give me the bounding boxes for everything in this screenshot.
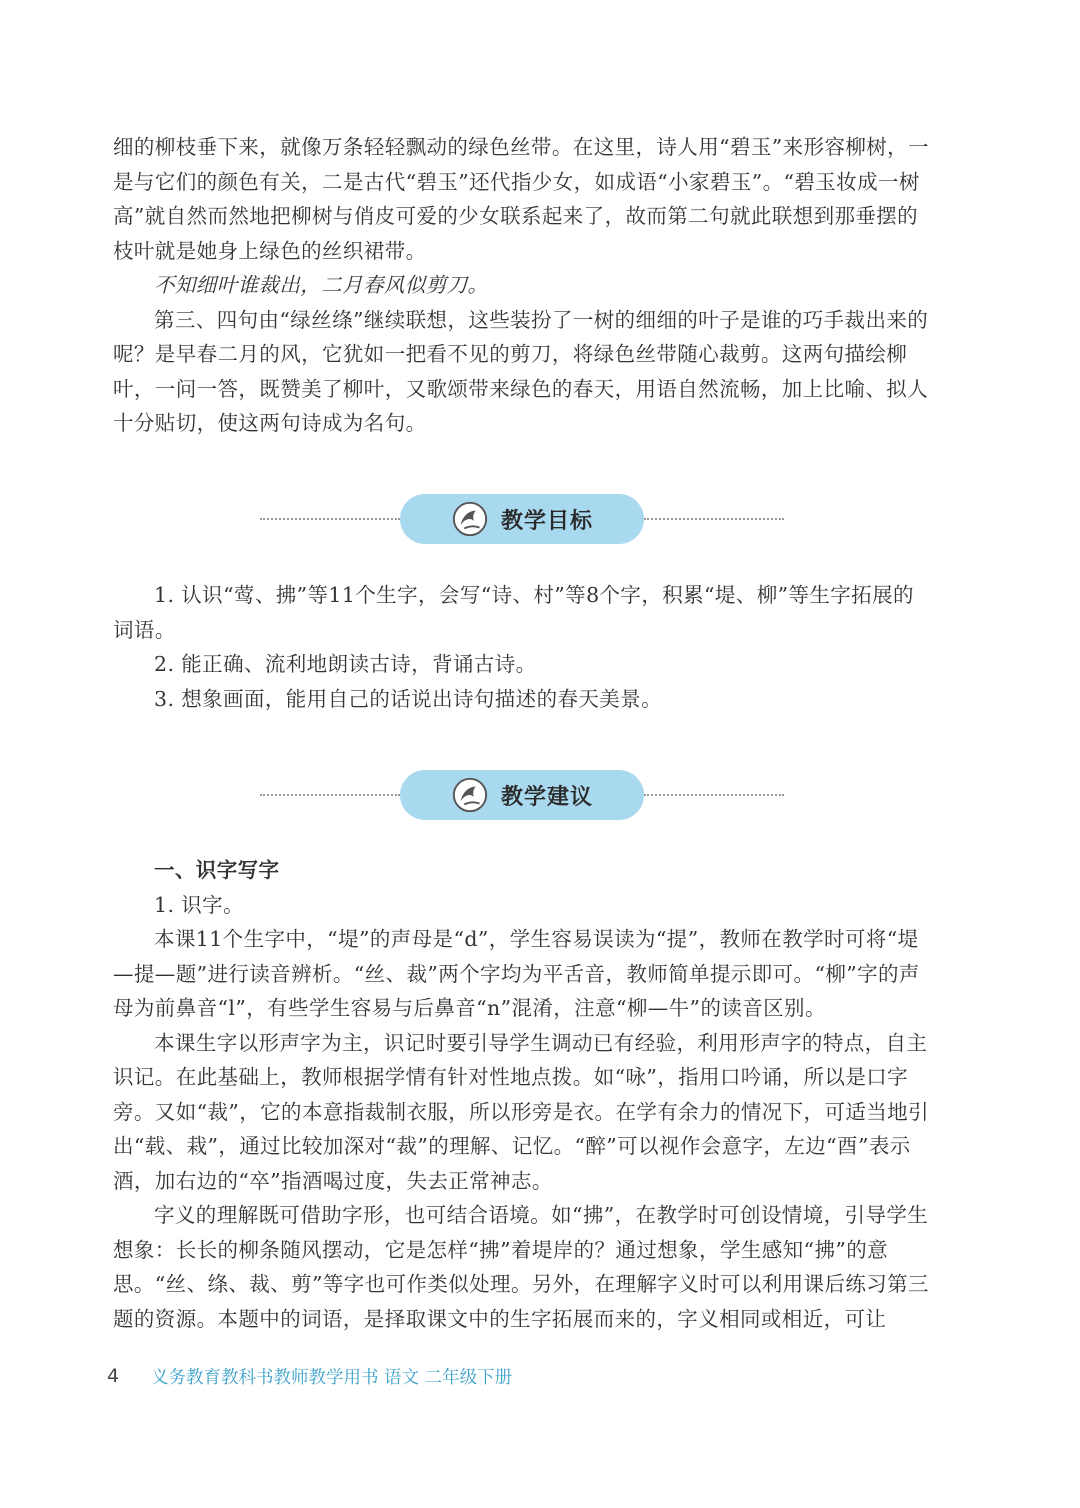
dotted-divider-left — [260, 518, 400, 520]
intro-paragraph-2: 第三、四句由“绿丝绦”继续联想，这些装扮了一树的细细的叶子是谁的巧手裁出来的呢？是早春二月的风，它犹如一把看不见的剪刀，将绿色丝带随心裁剪。这两句描绘柳叶，一问一答，既赞美了柳叶，又歌颂带来绿色的春天，用语自然流畅，加上比喻、拟人十分贴切，使这两句诗成为名句。 — [113, 307, 929, 435]
suggestion-paragraph: 字义的理解既可借助字形，也可结合语境。如“拂”，在教学时可创设情境，引导学生想象：长长的柳条随风摆动，它是怎样“拂”着堤岸的？通过想象，学生感知“拂”的意思。“丝、绦、裁、剪”等字也可作类似处理。另外，在理解字义时可以利用课后练习第三题的资源。本题中的词语，是择取课文中的生字拓展而来的，字义相同或相近，可让 — [113, 1203, 929, 1331]
section-title: 教学目标 — [500, 508, 593, 534]
section-title: 教学建议 — [500, 784, 593, 810]
intro-section — [113, 130, 933, 441]
suggestion-paragraph: 本课生字以形声字为主，识记时要引导学生调动已有经验，利用形声字的特点，自主识记。在此基础上，教师根据学情有针对性地点拨。如“咏”，指用口吟诵，所以是口字旁。又如“裁”，它的本意指裁制衣服，所以形旁是衣。在学有余力的情况下，可适当地引出“载、栽”，通过比较加深对“裁”的理解、记忆。“醉”可以视作会意字，左边“酉”表示酒，加右边的“卒”指酒喝过度，失去正常神志。 — [113, 1030, 929, 1193]
suggestions-section — [113, 853, 933, 1336]
poem-line: 不知细叶谁裁出，二月春风似剪刀。 — [154, 273, 489, 297]
section-title-pill — [400, 770, 644, 820]
subsection-subheading: 1. 识字。 — [154, 892, 244, 917]
suggestion-paragraph: 本课11个生字中，“堤”的声母是“d”，学生容易误读为“提”，教师在教学时可将“堤—提—题”进行读音辨析。“丝、裁”两个字均为平舌音，教师简单提示即可。“柳”字的声母为前鼻音“l”，有些学生容易与后鼻音“n”混淆，注意“柳—牛”的读音区别。 — [113, 927, 920, 1020]
page-footer — [107, 1361, 512, 1391]
goal-item: 2. 能正确、流利地朗读古诗，背诵古诗。 — [154, 652, 537, 676]
goals-list — [113, 578, 933, 716]
section-banner-goals — [260, 494, 784, 544]
section-banner-suggestions — [260, 770, 784, 820]
section-title-pill — [400, 494, 644, 544]
book-swirl-icon — [451, 776, 489, 814]
subsection-heading: 一、识字写字 — [154, 858, 280, 882]
dotted-divider-right — [644, 518, 784, 520]
goal-item: 1. 认识“莺、拂”等11个生字，会写“诗、村”等8个字，积累“堤、柳”等生字拓展的词语。 — [113, 583, 914, 642]
book-swirl-icon — [451, 500, 489, 538]
goal-item: 3. 想象画面，能用自己的话说出诗句描述的春天美景。 — [154, 686, 662, 711]
book-title: 义务教育教科书教师教学用书 语文 二年级下册 — [151, 1367, 513, 1388]
dotted-divider-left — [260, 794, 400, 796]
dotted-divider-right — [644, 794, 784, 796]
page-number: 4 — [107, 1365, 120, 1387]
intro-paragraph-1: 细的柳枝垂下来，就像万条轻轻飘动的绿色丝带。在这里，诗人用“碧玉”来形容柳树，一是与它们的颜色有关，二是古代“碧玉”还代指少女，如成语“小家碧玉”。“碧玉妆成一树高”就自然而然地把柳树与俏皮可爱的少女联系起来了，故而第二句就此联想到那垂摆的枝叶就是她身上绿色的丝织裙带。 — [113, 135, 929, 263]
